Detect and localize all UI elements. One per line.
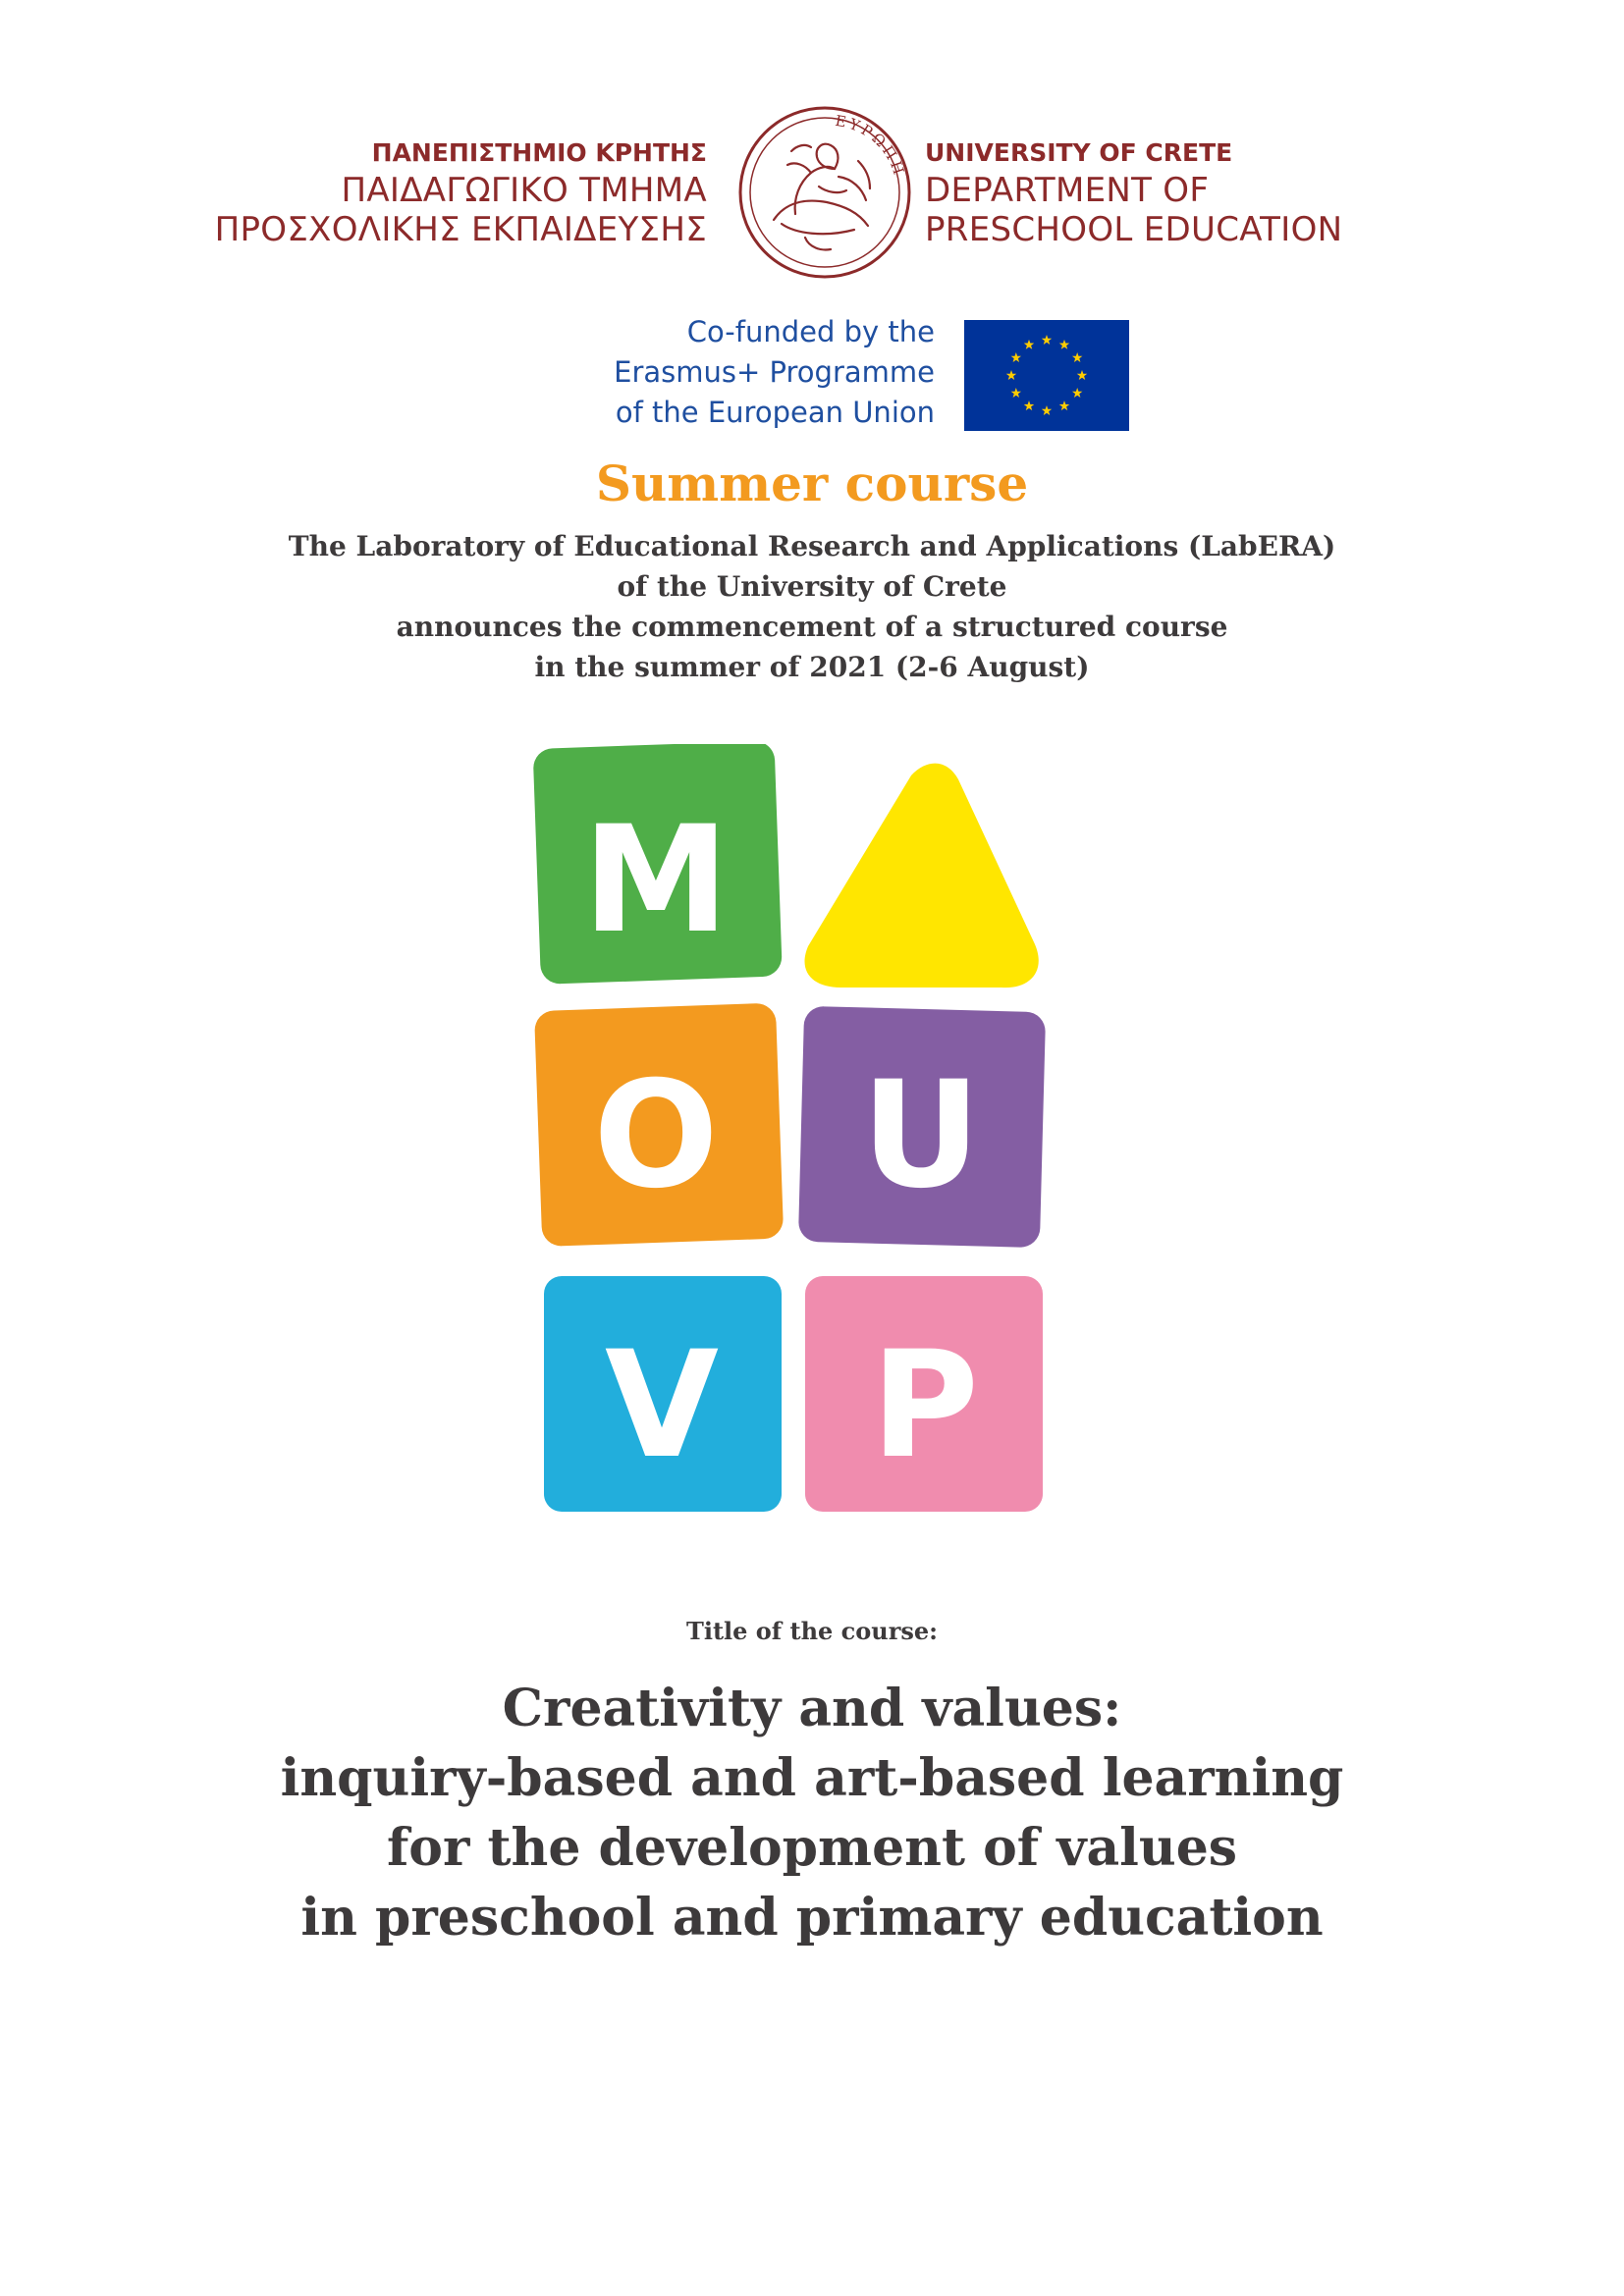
greek-header xyxy=(196,135,707,249)
greek-department-line-1: ΠΑΙΔΑΓΩΓΙΚΟ ΤΜΗΜΑ xyxy=(341,171,707,210)
summer-course-heading: Summer course xyxy=(595,454,1029,512)
english-university-name: UNIVERSITY OF CRETE xyxy=(925,138,1233,167)
announcement-line-2: of the University of Crete xyxy=(617,570,1007,603)
announcement-text xyxy=(0,526,1624,687)
eu-line-3: of the European Union xyxy=(615,396,935,429)
english-header xyxy=(925,135,1435,249)
eu-line-1: Co-funded by the xyxy=(686,315,935,348)
greek-department-line-2: ΠΡΟΣΧΟΛΙΚΗΣ ΕΚΠΑΙΔΕΥΣΗΣ xyxy=(214,210,707,249)
announcement-line-3: announces the commencement of a structured course xyxy=(396,611,1228,643)
logo-letter-p: P xyxy=(871,1320,979,1491)
course-title-label: Title of the course: xyxy=(685,1617,938,1645)
english-department-line-1: DEPARTMENT OF xyxy=(925,171,1210,210)
course-title-line-3: for the development of values xyxy=(386,1818,1238,1878)
logo-letter-u: U xyxy=(861,1050,981,1221)
english-department-line-2: PRESCHOOL EDUCATION xyxy=(925,210,1343,249)
greek-university-name: ΠΑΝΕΠΙΣΤΗΜΙΟ ΚΡΗΤΗΣ xyxy=(371,138,707,167)
logo-letter-o: O xyxy=(593,1050,719,1221)
announcement-line-4: in the summer of 2021 (2-6 August) xyxy=(534,651,1090,683)
movup-logo-icon xyxy=(530,744,1060,1524)
announcement-line-1: The Laboratory of Educational Research and Applications (LabERA) xyxy=(288,530,1336,562)
eu-flag-icon xyxy=(964,320,1129,431)
logo-block-triangle xyxy=(804,764,1038,988)
eu-cofunding-text xyxy=(511,312,935,433)
course-title xyxy=(0,1674,1624,1952)
seal-text: ΕΥΡΩΠΗ xyxy=(834,111,909,180)
course-title-line-1: Creativity and values: xyxy=(502,1679,1122,1738)
logo-letter-v: V xyxy=(604,1320,720,1491)
university-seal-icon xyxy=(736,104,913,281)
course-title-line-4: in preschool and primary education xyxy=(300,1888,1324,1948)
course-title-line-2: inquiry-based and art-based learning xyxy=(280,1748,1344,1808)
logo-letter-m: M xyxy=(582,795,730,966)
eu-line-2: Erasmus+ Programme xyxy=(614,355,935,389)
